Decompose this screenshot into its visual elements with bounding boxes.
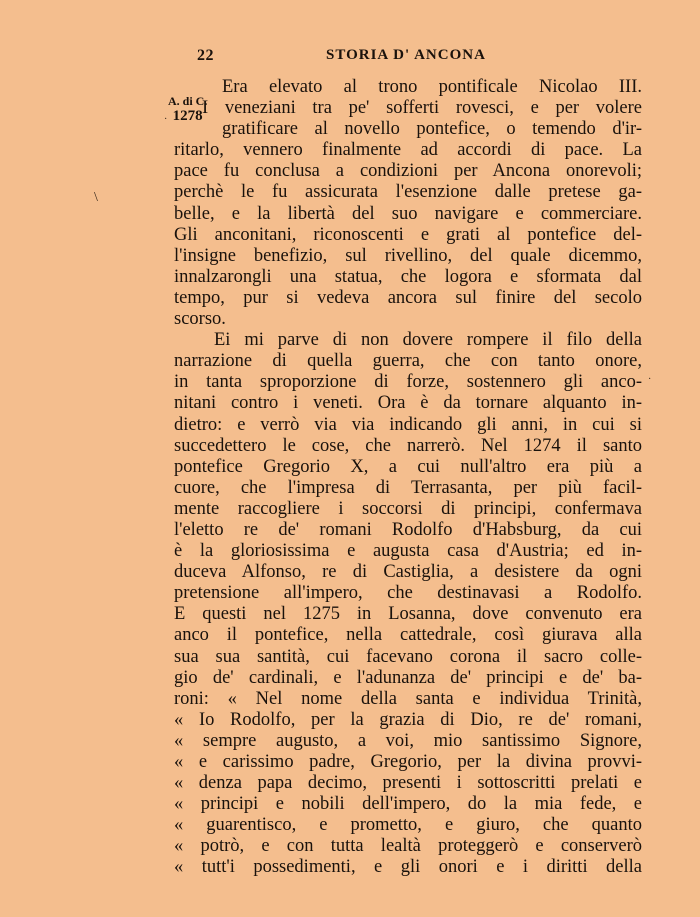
text-line: « principi e nobili dell'impero, do la mia fede, e [174, 794, 642, 815]
text-line: pontefice Gregorio X, a cui null'altro era più a [174, 456, 642, 477]
text-line: scorso. [174, 309, 226, 330]
page-blemish: · [648, 374, 652, 385]
text-line: nitani contro i veneti. Ora è da tornare alquanto in- [174, 393, 642, 414]
text-line: « potrò, e con tutta lealtà proteggerò e conserverò [174, 836, 642, 857]
text-line: I veneziani tra pe' sofferti rovesci, e per volere [202, 98, 642, 119]
text-line: Gli anconitani, riconoscenti e grati al pontefice del- [174, 224, 642, 245]
text-line: anco il pontefice, nella cattedrale, così giurava alla [174, 625, 642, 646]
body-text [174, 77, 642, 879]
text-line: narrazione di quella guerra, che con tanto onore, [174, 351, 642, 372]
page-header [0, 47, 700, 71]
text-line: l'insigne benefizio, sul rivellino, del quale dicemmo, [174, 245, 642, 266]
text-line: gratificare al novello pontefice, o temendo d'ir- [222, 119, 642, 140]
margin-note-label: A. di C. [168, 94, 208, 108]
text-line: in tanta sproporzione di forze, sostennero gli anco- [174, 372, 642, 393]
text-line: gio de' cardinali, e l'adunanza de' principi e de' ba- [174, 667, 642, 688]
text-line: belle, e la libertà del suo navigare e commerciare. [174, 203, 642, 224]
text-line: mente raccogliere i soccorsi di principi, confermava [174, 498, 642, 519]
text-line: perchè le fu assicurata l'esenzione dalle pretese ga- [174, 182, 642, 203]
text-line: tempo, pur si vedeva ancora sul finire del secolo [174, 287, 642, 308]
text-line: « tutt'i possedimenti, e gli onori e i diritti della [174, 857, 642, 878]
text-line: l'eletto re de' romani Rodolfo d'Habsburg, da cui [174, 519, 642, 540]
text-line: dietro: e verrò via via indicando gli anni, in cui si [174, 414, 642, 435]
text-line: innalzarongli una statua, che logora e sformata dal [174, 266, 642, 287]
text-line: E questi nel 1275 in Losanna, dove convenuto era [174, 604, 642, 625]
text-line: cuore, che l'impresa di Terrasanta, per più facil- [174, 477, 642, 498]
text-line: « sempre augusto, a voi, mio santissimo Signore, [174, 730, 642, 751]
text-line: duceva Alfonso, re di Castiglia, a desistere da ogni [174, 562, 642, 583]
text-line: « guarentisco, e prometto, e giuro, che quanto [174, 815, 642, 836]
text-line: Ei mi parve di non dovere rompere il filo della [214, 330, 642, 351]
page-blemish: · [164, 114, 168, 125]
text-line: Era elevato al trono pontificale Nicolao III. [222, 77, 642, 97]
text-line: succedettero le cose, che narrerò. Nel 1274 il santo [174, 435, 642, 456]
page-blemish: \ [94, 190, 98, 205]
text-line: sua sua santità, cui facevano corona il sacro colle- [174, 646, 642, 667]
margin-note-year-value: 1278 [172, 108, 203, 124]
text-line: pace fu conclusa a condizioni per Ancona onorevoli; [174, 161, 642, 182]
text-line: « Io Rodolfo, per la grazia di Dio, re de' romani, [174, 709, 642, 730]
text-line: è la gloriosissima e augusta casa d'Austria; ed in- [174, 541, 642, 562]
text-line: ritarlo, vennero finalmente ad accordi di pace. La [174, 140, 642, 161]
page-number: 22 [197, 47, 214, 64]
text-line: « e carissimo padre, Gregorio, per la divina provvi- [174, 752, 642, 772]
text-line: pretensione all'impero, che destinavasi a Rodolfo. [174, 583, 642, 604]
text-line: roni: « Nel nome della santa e individua Trinità, [174, 688, 642, 709]
text-line: « denza papa decimo, presenti i sottoscritti prelati e [174, 773, 642, 794]
running-head: STORIA D' ANCONA [326, 47, 486, 63]
